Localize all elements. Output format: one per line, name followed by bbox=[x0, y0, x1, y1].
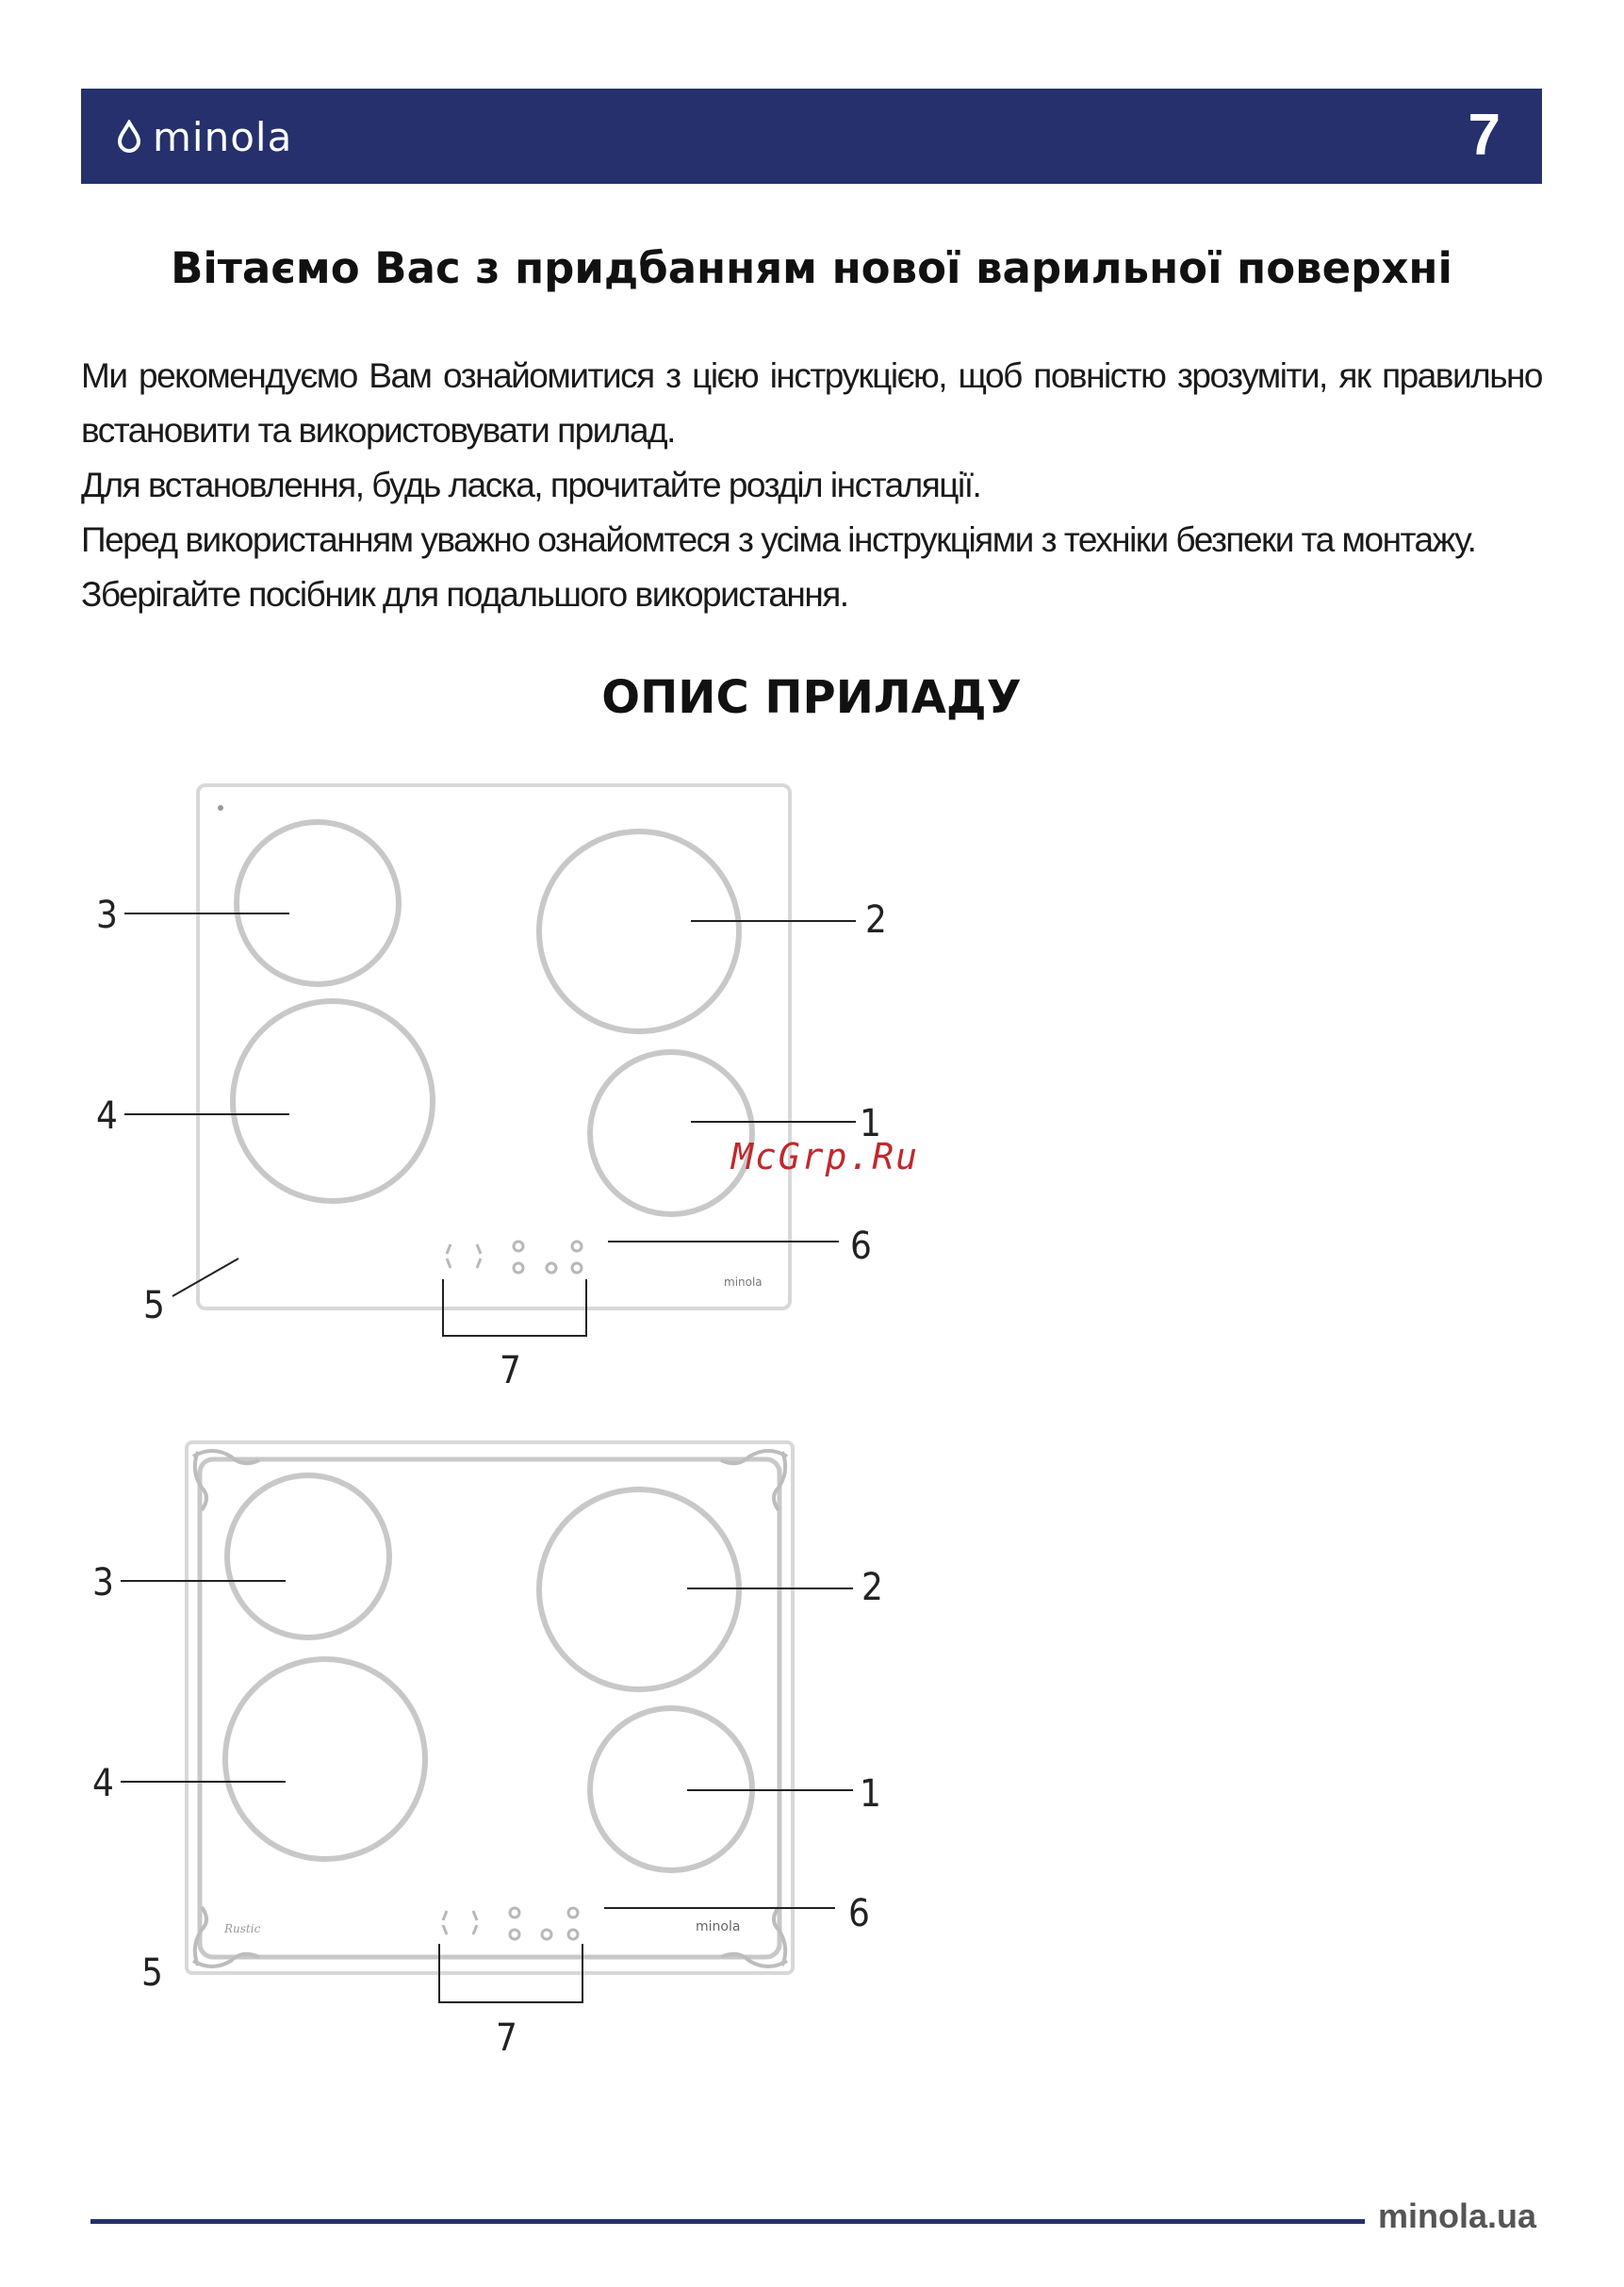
cooking-zone-1 bbox=[590, 1052, 752, 1214]
cooking-zone-3 bbox=[237, 822, 399, 984]
control-panel bbox=[447, 1242, 582, 1273]
label-2: 2 bbox=[861, 1566, 883, 1609]
watermark: McGrp.Ru bbox=[731, 1136, 920, 1177]
label-5: 5 bbox=[143, 1284, 165, 1327]
label-7: 7 bbox=[496, 2016, 517, 2060]
footer-website: minola.ua bbox=[1378, 2197, 1537, 2235]
panel-logo: minola bbox=[724, 1275, 763, 1289]
intro-paragraph-2: Для встановлення, будь ласка, прочитайте розділ інсталяції. bbox=[81, 466, 981, 504]
cooking-zone-3 bbox=[227, 1475, 389, 1637]
panel-logo: minola bbox=[696, 1919, 741, 1934]
page-number: 7 bbox=[1468, 103, 1501, 168]
label-4: 4 bbox=[92, 1762, 114, 1805]
intro-paragraph-1: Ми рекомендуємо Вам ознайомитися з цією інструкцією, щоб повністю зрозуміти, як правильно встановити та використовувати прилад. bbox=[81, 356, 1542, 450]
corner-ornaments bbox=[193, 1451, 787, 1966]
hob-diagram-rustic bbox=[92, 1442, 883, 2060]
label-7: 7 bbox=[500, 1349, 521, 1392]
panel-signature: Rustic bbox=[224, 1922, 261, 1935]
intro-paragraph-4: Зберігайте посібник для подальшого використання. bbox=[81, 575, 848, 614]
footer-rule bbox=[90, 2219, 1365, 2224]
label-6: 6 bbox=[850, 1225, 872, 1268]
hob-outline bbox=[187, 1442, 793, 1973]
cooking-zone-4 bbox=[225, 1659, 425, 1859]
label-5: 5 bbox=[141, 1951, 163, 1995]
control-panel bbox=[443, 1908, 578, 1939]
label-3: 3 bbox=[96, 894, 118, 937]
label-2: 2 bbox=[865, 898, 887, 942]
page-title: Вітаємо Вас з придбанням нової варильної поверхні bbox=[171, 243, 1452, 293]
label-4: 4 bbox=[96, 1094, 118, 1138]
brand-name: minola bbox=[153, 113, 293, 160]
hob-diagram-standard bbox=[96, 785, 887, 1392]
cooking-zone-4 bbox=[233, 1001, 433, 1201]
label-3: 3 bbox=[92, 1561, 114, 1604]
hob-outline bbox=[198, 785, 790, 1308]
section-title: ОПИС ПРИЛАДУ bbox=[601, 671, 1022, 724]
label-1: 1 bbox=[860, 1772, 881, 1816]
label-6: 6 bbox=[848, 1892, 870, 1935]
label-1: 1 bbox=[860, 1102, 881, 1145]
cooking-zone-2 bbox=[539, 831, 739, 1031]
intro-paragraph-3: Перед використанням уважно ознайомтеся з усіма інструкціями з техніки безпеки та монтажу. bbox=[81, 520, 1476, 559]
